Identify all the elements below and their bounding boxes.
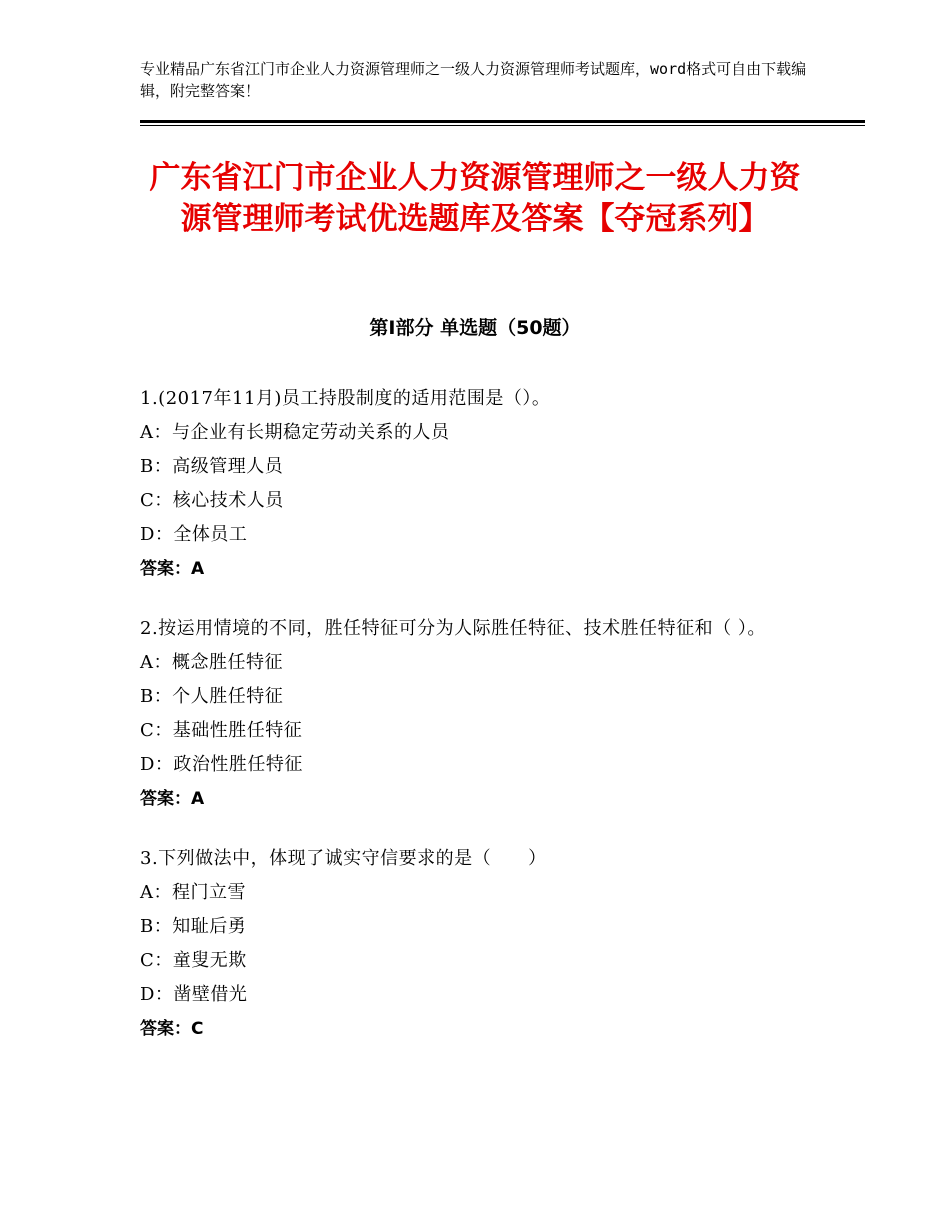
section-title: 第Ⅰ部分 单选题（50题） [369, 317, 581, 339]
option-a: A：程门立雪 [140, 882, 246, 903]
question-stem: 2.按运用情境的不同，胜任特征可分为人际胜任特征、技术胜任特征和（ ）。 [140, 618, 766, 639]
answer: 答案：A [140, 559, 205, 579]
option-d: D：凿壁借光 [140, 984, 248, 1005]
question-stem: 3.下列做法中，体现了诚实守信要求的是（ ） [140, 848, 547, 869]
question-stem: 1.(2017年11月)员工持股制度的适用范围是（）。 [140, 388, 551, 409]
question-2 [140, 612, 810, 816]
answer: 答案：C [140, 1019, 204, 1039]
option-a: A：与企业有长期稳定劳动关系的人员 [140, 422, 450, 443]
question-list [140, 382, 810, 1072]
header-note: 专业精品广东省江门市企业人力资源管理师之一级人力资源管理师考试题库，word格式可自由下载编辑，附完整答案！ [140, 60, 807, 100]
option-d: D：政治性胜任特征 [140, 754, 303, 775]
answer: 答案：A [140, 789, 205, 809]
option-a: A：概念胜任特征 [140, 652, 283, 673]
question-3 [140, 842, 810, 1046]
option-b: B：知耻后勇 [140, 916, 247, 937]
option-b: B：高级管理人员 [140, 456, 284, 477]
option-c: C：基础性胜任特征 [140, 720, 303, 741]
question-1 [140, 382, 810, 586]
option-d: D：全体员工 [140, 524, 248, 545]
option-c: C：核心技术人员 [140, 490, 284, 511]
option-c: C：童叟无欺 [140, 950, 247, 971]
document-title: 广东省江门市企业人力资源管理师之一级人力资源管理师考试优选题库及答案【夺冠系列】 [149, 160, 801, 237]
header-rule-thin [140, 125, 865, 126]
header-rule-thick [140, 120, 865, 123]
option-b: B：个人胜任特征 [140, 686, 284, 707]
